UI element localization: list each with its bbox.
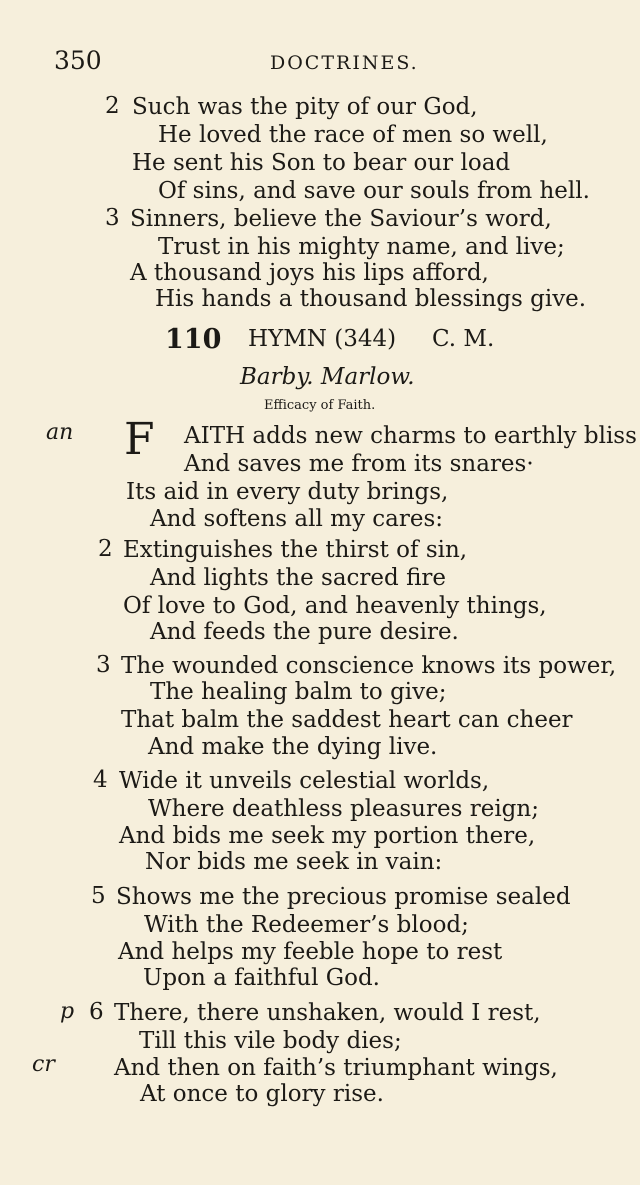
verse-line: He loved the race of men so well, xyxy=(158,122,548,148)
tune-names: Barby. Marlow. xyxy=(240,364,415,390)
stanza-number: 2 xyxy=(105,93,120,119)
verse-line: Where deathless pleasures reign; xyxy=(148,796,539,822)
stanza-number: 3 xyxy=(96,652,111,678)
verse-line: There, there unshaken, would I rest, xyxy=(114,1000,541,1026)
running-head: DOCTRINES. xyxy=(270,52,419,74)
verse-line: Shows me the precious promise sealed xyxy=(116,884,571,910)
verse-line: His hands a thousand blessings give. xyxy=(155,286,587,312)
verse-line: And make the dying live. xyxy=(148,734,438,760)
verse-line: At once to glory rise. xyxy=(140,1081,384,1107)
hymn-subject: Efficacy of Faith. xyxy=(264,398,376,413)
drop-cap: F xyxy=(124,414,155,465)
verse-line: The healing balm to give; xyxy=(150,679,447,705)
verse-line: And lights the sacred fire xyxy=(150,565,447,591)
stanza-number: 2 xyxy=(98,536,113,562)
verse-line: A thousand joys his lips afford, xyxy=(130,260,489,286)
margin-mark-an: an xyxy=(46,420,74,445)
verse-line: Sinners, believe the Saviour’s word, xyxy=(130,206,552,232)
verse-line: Such was the pity of our God, xyxy=(132,94,478,120)
verse-line: Nor bids me seek in vain: xyxy=(145,849,443,875)
verse-line: And softens all my cares: xyxy=(150,506,444,532)
hymn-title: HYMN (344) xyxy=(248,326,397,352)
verse-line: And saves me from its snares· xyxy=(184,451,534,477)
verse-line: Of love to God, and heavenly things, xyxy=(123,593,547,619)
hymn-number: 110 xyxy=(165,324,222,355)
verse-line: And helps my feeble hope to rest xyxy=(118,939,503,965)
stanza-number: 3 xyxy=(105,205,120,231)
page-number: 350 xyxy=(54,46,102,75)
verse-line: Of sins, and save our souls from hell. xyxy=(158,178,590,204)
verse-line: Extinguishes the thirst of sin, xyxy=(123,537,468,563)
verse-line: Till this vile body dies; xyxy=(139,1028,402,1054)
hymn-meter: C. M. xyxy=(432,326,495,352)
stanza-number: 5 xyxy=(91,883,106,909)
verse-line: With the Redeemer’s blood; xyxy=(144,912,469,938)
verse-line: Wide it unveils celestial worlds, xyxy=(119,768,490,794)
verse-line: He sent his Son to bear our load xyxy=(132,150,511,176)
verse-line: That balm the saddest heart can cheer xyxy=(121,707,573,733)
verse-line: And then on faith’s triumphant wings, xyxy=(114,1055,558,1081)
verse-line: Upon a faithful God. xyxy=(143,965,380,991)
stanza-number: 6 xyxy=(89,999,104,1025)
verse-line: Its aid in every duty brings, xyxy=(126,479,449,505)
verse-line: And bids me seek my portion there, xyxy=(119,823,536,849)
verse-line: AITH adds new charms to earthly bliss xyxy=(184,423,637,449)
margin-mark-cr: cr xyxy=(32,1052,55,1077)
margin-mark-p: p xyxy=(60,999,75,1024)
verse-line: And feeds the pure desire. xyxy=(150,619,459,645)
verse-line: The wounded conscience knows its power, xyxy=(121,653,617,679)
verse-line: Trust in his mighty name, and live; xyxy=(158,234,565,260)
stanza-number: 4 xyxy=(93,767,108,793)
